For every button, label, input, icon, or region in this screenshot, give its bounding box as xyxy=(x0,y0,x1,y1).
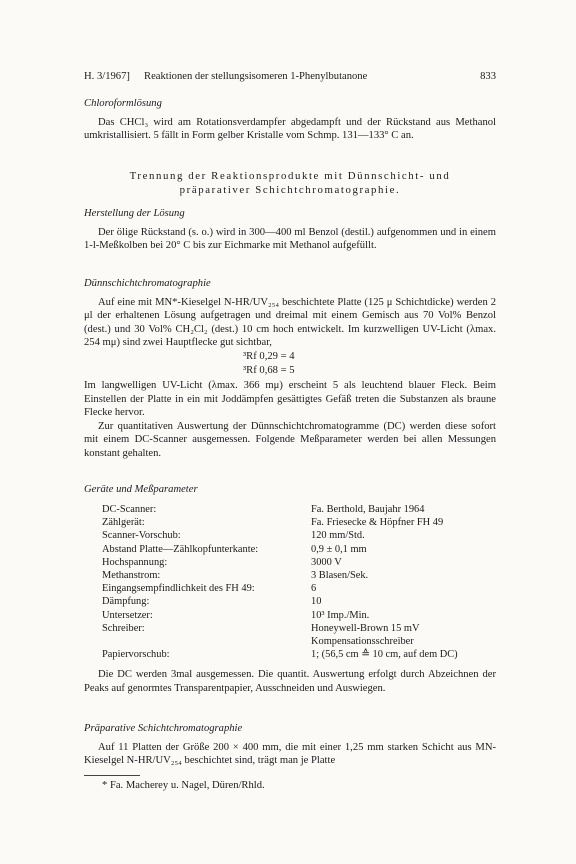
parameter-value: Fa. Friesecke & Höpfner FH 49 xyxy=(311,517,444,529)
parameter-label: Abstand Platte—Zählkopfunterkante: xyxy=(102,543,259,555)
parameter-value: 3 Blasen/Sek. xyxy=(311,570,369,582)
section-heading-chloroform: Chloroformlösung xyxy=(84,98,162,109)
parameter-label: Schreiber: xyxy=(102,622,145,634)
parameter-row xyxy=(102,595,458,608)
chloroform-paragraph: Das CHCl₃ wird am Rotationsverdampfer abgedampft und der Rückstand aus Methanol umkristallisiert. 5 fällt in Form gelber Kristalle vom Schmp. 131—133° C an. xyxy=(84,116,496,142)
parameter-label: Papiervorschub: xyxy=(102,649,170,661)
geraete-text-block xyxy=(84,668,496,695)
parameter-row xyxy=(102,569,458,582)
duennschicht-paragraph-3: Zur quantitativen Auswertung der Dünnschichtchromatogramme (DC) werden diese sofort mit einem DC-Scanner ausgemessen. Folgende Meßparameter werden bei allen Messungen konstant gehalten. xyxy=(84,420,496,459)
duennschicht-paragraph-2: Im langwelligen UV-Licht (λmax. 366 mμ) erscheint 5 als leuchtend blauer Fleck. Beim Einstellen der Platte in ein mit Joddämpfen gesättigtes Gefäß treten die Substanzen als braune Flecke hervor. xyxy=(84,380,496,419)
parameter-row xyxy=(102,622,458,635)
parameter-label: Zählgerät: xyxy=(102,517,145,529)
parameter-value: Kompensationsschreiber xyxy=(311,636,414,648)
parameter-row xyxy=(102,503,458,516)
herstellung-section xyxy=(84,207,496,253)
parameter-label: Eingangsempfindlichkeit des FH 49: xyxy=(102,583,255,595)
parameter-table xyxy=(102,503,458,661)
parameter-label: Methanstrom: xyxy=(102,570,161,582)
section-heading-herstellung: Herstellung der Lösung xyxy=(84,208,185,219)
geraete-heading-block xyxy=(84,483,496,497)
rf-value-4: ³Rf 0,29 = 4 xyxy=(243,351,295,362)
parameter-label: DC-Scanner: xyxy=(102,504,157,515)
parameter-value: Honeywell-Brown 15 mV xyxy=(311,622,420,634)
parameter-row xyxy=(102,543,458,556)
herstellung-paragraph: Der ölige Rückstand (s. o.) wird in 300—400 ml Benzol (destil.) aufgenommen und in einem 1-l-Meßkolben bei 20° C bis zur Eichmarke mit Methanol aufgefüllt. xyxy=(84,226,496,252)
parameter-label: Hochspannung: xyxy=(102,556,168,568)
parameter-row xyxy=(102,648,458,661)
parameter-value: 10 xyxy=(311,596,322,608)
trennung-heading-line1: Trennung der Reaktionsprodukte mit Dünnschicht- und xyxy=(129,170,451,182)
parameter-value: 10³ Imp./Min. xyxy=(311,609,370,621)
parameter-row xyxy=(102,609,458,622)
duennschicht-continued xyxy=(84,379,496,461)
parameter-value: 120 mm/Std. xyxy=(311,530,365,542)
section-heading-duennschicht: Dünnschichtchromatographie xyxy=(84,278,211,289)
duennschicht-paragraph-1: Auf eine mit MN*-Kieselgel N-HR/UV₂₅₄ beschichtete Platte (125 μ Schichtdicke) werden 2 μl der erhaltenen Lösung aufgetragen und dreimal mit einem Gemisch aus 70 Vol% Benzol (dest.) und 30 Vol% CH₂Cl₂ (dest.) 10 cm hoch entwickelt. Im kurzwelligen UV-Licht (λmax. 254 mμ) sind zwei Hauptflecke gut sichtbar, xyxy=(84,296,496,349)
trennung-heading-line2: präparativer Schichtchromatographie. xyxy=(179,183,401,196)
parameter-row xyxy=(102,516,458,529)
parameter-value: 6 xyxy=(311,583,317,595)
journal-ref: H. 3/1967] xyxy=(84,71,130,82)
parameter-value: Fa. Berthold, Baujahr 1964 xyxy=(311,504,425,515)
parameter-value: 1; (56,5 cm ≙ 10 cm, auf dem DC) xyxy=(311,649,458,661)
page-number: 833 xyxy=(480,71,496,82)
section-heading-geraete: Geräte und Meßparameter xyxy=(84,484,198,495)
parameter-label xyxy=(102,635,311,648)
parameter-value: 0,9 ± 0,1 mm xyxy=(311,543,367,555)
footnote: * Fa. Macherey u. Nagel, Düren/Rhld. xyxy=(102,780,265,791)
parameter-row xyxy=(102,582,458,595)
running-title: Reaktionen der stellungsisomeren 1-Phenylbutanone xyxy=(144,71,368,82)
parameter-label: Scanner-Vorschub: xyxy=(102,530,181,542)
parameter-row xyxy=(102,529,458,542)
chloroform-section xyxy=(84,97,496,143)
parameter-row xyxy=(102,556,458,569)
praeparativ-paragraph: Auf 11 Platten der Größe 200 × 400 mm, die mit einer 1,25 mm starken Schicht aus MN-Kieselgel N-HR/UV₂₅₄ beschichtet sind, trägt man je Platte xyxy=(84,741,496,767)
geraete-paragraph: Die DC werden 3mal ausgemessen. Die quantit. Auswertung erfolgt durch Abzeichnen der Peaks auf genormtes Transparentpapier, Ausschneiden und Auswiegen. xyxy=(84,669,496,694)
duennschicht-section xyxy=(84,277,496,350)
parameter-label: Dämpfung: xyxy=(102,596,150,608)
section-heading-praeparativ: Präparative Schichtchromatographie xyxy=(84,723,243,734)
footnote-rule xyxy=(84,775,140,776)
trennung-heading xyxy=(84,170,496,197)
parameter-row xyxy=(102,635,458,648)
rf-value-5: ³Rf 0,68 = 5 xyxy=(243,365,295,376)
parameter-value: 3000 V xyxy=(311,556,342,568)
parameter-label: Untersetzer: xyxy=(102,609,153,621)
praeparativ-section xyxy=(84,722,496,768)
